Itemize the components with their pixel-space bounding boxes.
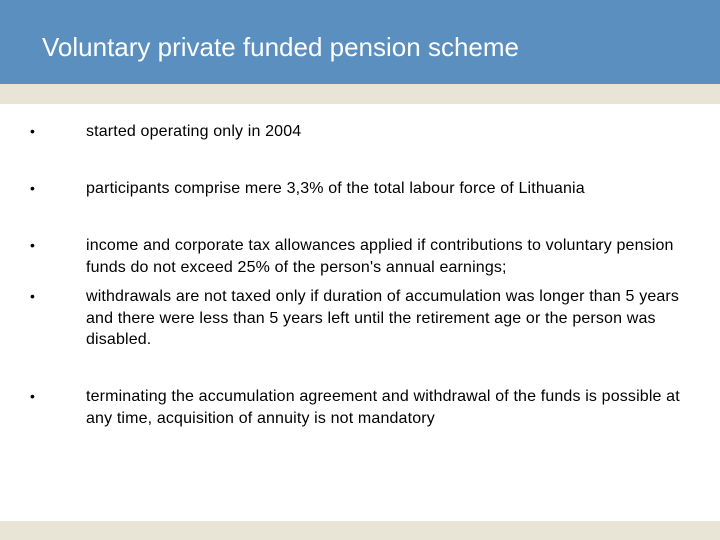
bullet-item [30,386,690,429]
bullet-item [30,286,690,351]
header-accent-band [0,84,720,104]
bullet-marker: • [30,180,35,196]
bullet-text: terminating the accumulation agreement and withdrawal of the funds is possible at any time, acquisition of annuity is not mandatory [86,388,680,427]
footer-accent-band [0,521,720,540]
bullet-marker: • [30,123,35,139]
slide-title: Voluntary private funded pension scheme [42,32,519,62]
bullet-item [30,121,690,143]
bullet-text: started operating only in 2004 [86,123,302,140]
bullet-marker: • [30,388,35,404]
bullet-marker: • [30,237,35,253]
bullet-text: withdrawals are not taxed only if duration of accumulation was longer than 5 years and there were less than 5 years left until the retirement age or the person was disabled. [86,288,680,348]
bullet-item [30,178,690,200]
bullet-item [30,235,690,278]
bullet-marker: • [30,288,35,304]
bullet-text: income and corporate tax allowances applied if contributions to voluntary pension funds do not exceed 25% of the person's annual earnings; [86,237,674,276]
bullet-text: participants comprise mere 3,3% of the total labour force of Lithuania [86,180,585,197]
slide-header [0,0,720,84]
